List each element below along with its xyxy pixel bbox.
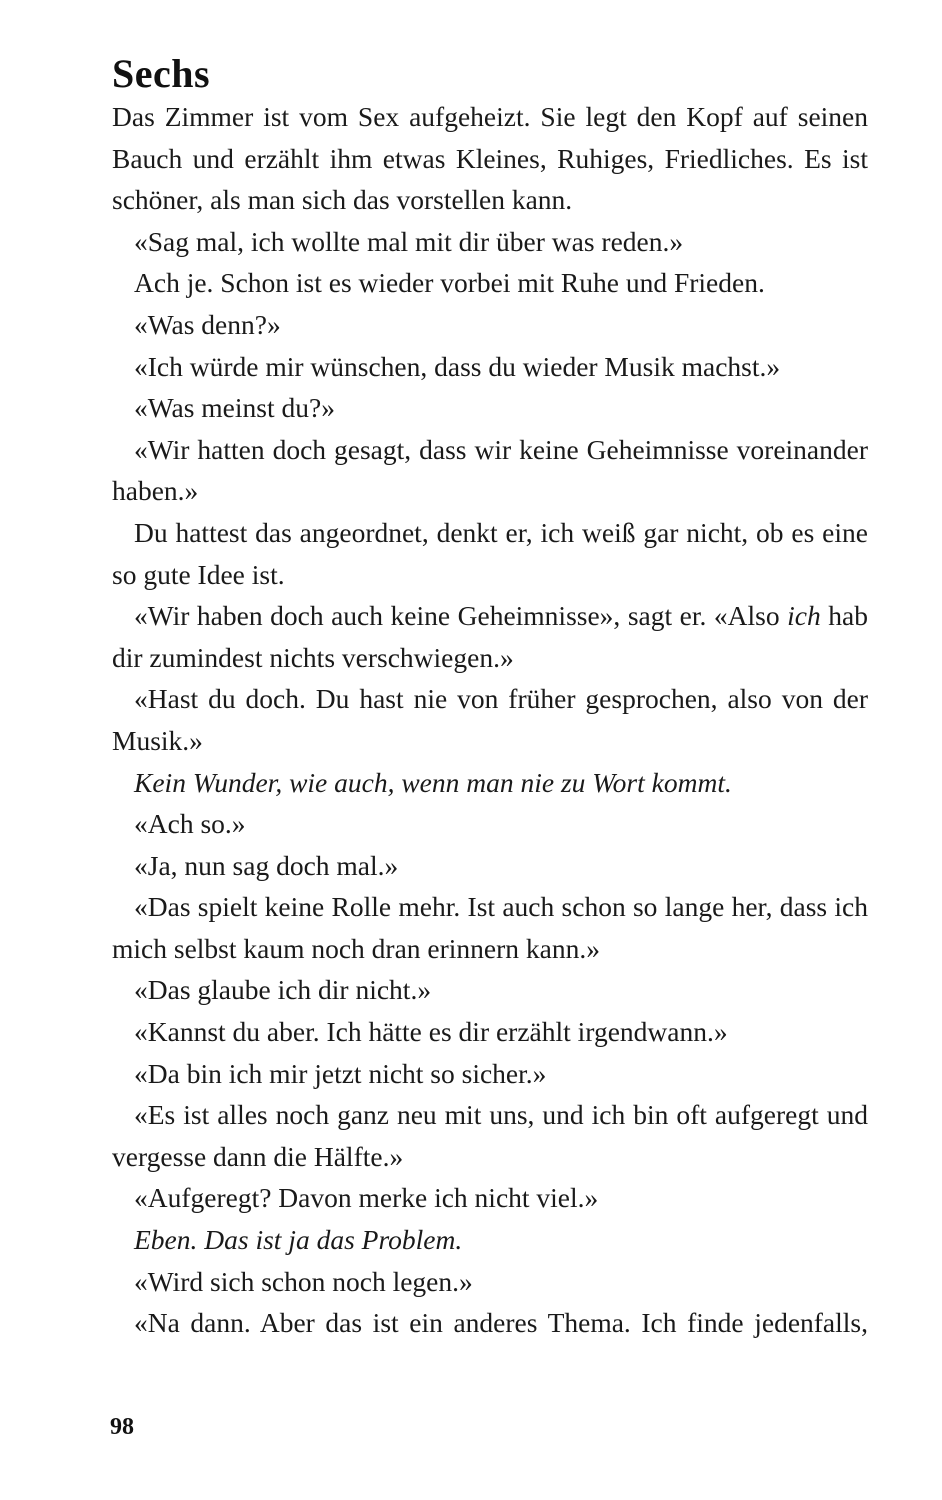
dialogue-line: «Kannst du aber. Ich hätte es dir erzählt irgendwann.»: [134, 1016, 728, 1048]
dialogue-line: «Wir hatten doch gesagt, dass wir keine Geheimnisse voreinander haben.»: [112, 433, 868, 507]
inner-thought: Eben. Das ist ja das Problem.: [134, 1224, 463, 1256]
dialogue-line: «Was denn?»: [134, 308, 281, 340]
body-text: [112, 96, 868, 1344]
dialogue-line: «Hast du doch. Du hast nie von früher gesprochen, also von der Musik.»: [112, 683, 868, 756]
dialogue-line: «Da bin ich mir jetzt nicht so sicher.»: [134, 1057, 547, 1089]
dialogue-line: «Ja, nun sag doch mal.»: [134, 849, 399, 881]
emphasis-text: ich: [787, 600, 821, 632]
dialogue-text: «Wir haben doch auch keine Geheimnisse», sagt er. «Also: [134, 600, 788, 632]
dialogue-line: «Ach so.»: [134, 808, 246, 840]
dialogue-line: «Aufgeregt? Davon merke ich nicht viel.»: [134, 1182, 599, 1214]
chapter-title: Sechs: [112, 51, 211, 96]
dialogue-line: «Das spielt keine Rolle mehr. Ist auch schon so lange her, dass ich mich selbst kaum noch dran erinnern kann.»: [112, 891, 868, 964]
dialogue-line: «Na dann. Aber das ist ein anderes Thema. Ich finde jedenfalls,: [134, 1307, 868, 1339]
dialogue-line: «Ich würde mir wünschen, dass du wieder Musik machst.»: [134, 350, 781, 382]
dialogue-line: «Das glaube ich dir nicht.»: [134, 974, 432, 1006]
dialogue-line: [112, 595, 868, 678]
inner-thought: Kein Wunder, wie auch, wenn man nie zu Wort kommt.: [134, 766, 732, 798]
dialogue-line: «Sag mal, ich wollte mal mit dir über was reden.»: [134, 225, 684, 257]
dialogue-line: «Was meinst du?»: [134, 392, 335, 424]
dialogue-text: hab dir zumindest nichts verschwiegen.»: [112, 600, 868, 673]
paragraph: Du hattest das angeordnet, denkt er, ich weiß gar nicht, ob es eine so gute Idee ist.: [112, 516, 868, 590]
page-number: 98: [110, 1414, 134, 1440]
dialogue-line: «Es ist alles noch ganz neu mit uns, und ich bin oft aufgeregt und vergesse dann die Hälfte.»: [112, 1099, 868, 1172]
paragraph: Das Zimmer ist vom Sex aufgeheizt. Sie legt den Kopf auf seinen Bauch und erzählt ihm etwas Kleines, Ruhiges, Friedliches. Es ist schöner, als man sich das vorstellen kann.: [112, 101, 868, 216]
paragraph: Ach je. Schon ist es wieder vorbei mit Ruhe und Frieden.: [134, 267, 765, 299]
dialogue-line: «Wird sich schon noch legen.»: [134, 1265, 473, 1297]
